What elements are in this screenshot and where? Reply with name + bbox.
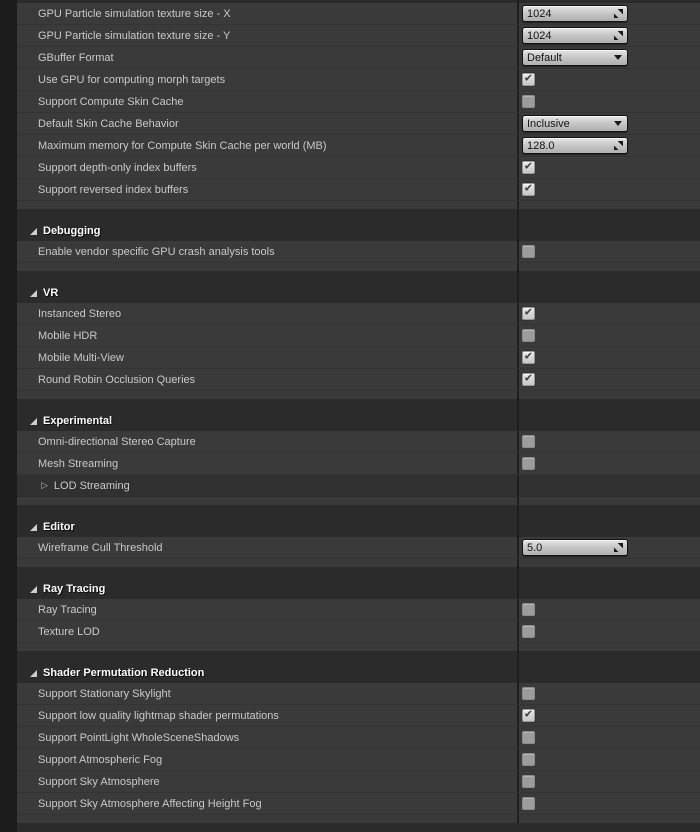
setting-label: Wireframe Cull Threshold [38,541,163,554]
setting-label: Default Skin Cache Behavior [38,117,179,130]
section-gap [17,271,700,283]
checkbox[interactable] [522,73,535,86]
setting-label: Support low quality lightmap shader permutations [38,709,279,722]
checkbox[interactable] [522,161,535,174]
setting-row [17,113,700,135]
setting-row [17,179,700,201]
checkbox[interactable] [522,307,535,320]
number-input[interactable] [522,5,628,22]
setting-label: Mesh Streaming [38,457,119,470]
triangle-expanded-icon [30,290,37,297]
settings-panel [17,0,700,832]
expander-row[interactable] [17,475,700,497]
checkbox[interactable] [522,329,535,342]
left-margin-strip [0,0,17,832]
setting-label: Use GPU for computing morph targets [38,73,226,86]
section-block-padding [17,201,700,209]
number-input-value: 1024 [527,29,552,42]
check-icon: ✔ [523,182,534,195]
setting-row [17,157,700,179]
check-icon: ✔ [523,72,534,85]
section-block-padding [17,643,700,651]
setting-label: GPU Particle simulation texture size - X [38,7,231,20]
triangle-expanded-icon [30,228,37,235]
section-gap [17,651,700,663]
section-header[interactable] [17,283,700,303]
setting-row [17,431,700,453]
setting-label: Ray Tracing [38,603,97,616]
checkbox[interactable] [522,435,535,448]
checkbox[interactable] [522,775,535,788]
number-input-value: 5.0 [527,541,543,554]
section-header[interactable] [17,517,700,537]
setting-label: Support reversed index buffers [38,183,189,196]
section-block-padding [17,559,700,567]
setting-row [17,3,700,25]
setting-row [17,705,700,727]
dropdown-select[interactable] [522,115,628,132]
setting-row [17,25,700,47]
setting-label: Enable vendor specific GPU crash analysis tools [38,245,275,258]
setting-row [17,325,700,347]
setting-row [17,727,700,749]
setting-label: Support Sky Atmosphere Affecting Height Fog [38,797,262,810]
section-header-label: Experimental [43,415,113,427]
setting-label: Support Sky Atmosphere [38,775,160,788]
checkbox[interactable] [522,95,535,108]
drag-spinner-icon[interactable] [614,9,623,18]
setting-label: Omni-directional Stereo Capture [38,435,196,448]
section-block-padding [17,391,700,399]
section-header[interactable] [17,579,700,599]
setting-row [17,347,700,369]
checkbox[interactable] [522,351,535,364]
section-gap [17,399,700,411]
checkbox[interactable] [522,625,535,638]
setting-label: Support Compute Skin Cache [38,95,184,108]
section-header-label: Editor [43,521,75,533]
setting-label: Support PointLight WholeSceneShadows [38,731,240,744]
number-input[interactable] [522,539,628,556]
check-icon: ✔ [523,350,534,363]
section-header-label: Debugging [43,225,101,237]
setting-label: Texture LOD [38,625,100,638]
check-icon: ✔ [523,306,534,319]
triangle-expanded-icon [30,418,37,425]
section-header[interactable] [17,411,700,431]
setting-label: Support Stationary Skylight [38,687,171,700]
setting-row [17,369,700,391]
drag-spinner-icon[interactable] [614,141,623,150]
section-block-padding [17,815,700,823]
setting-row [17,793,700,815]
number-input[interactable] [522,27,628,44]
checkbox[interactable] [522,245,535,258]
setting-row [17,621,700,643]
setting-label: Instanced Stereo [38,307,122,320]
setting-row [17,537,700,559]
setting-row [17,69,700,91]
section-header-label: VR [43,287,59,299]
section-header[interactable] [17,663,700,683]
number-input-value: 128.0 [527,139,555,152]
setting-row [17,683,700,705]
setting-label: Support Atmospheric Fog [38,753,163,766]
setting-row [17,241,700,263]
checkbox[interactable] [522,753,535,766]
setting-row [17,91,700,113]
setting-row [17,135,700,157]
check-icon: ✔ [523,160,534,173]
dropdown-selected-value: Default [527,51,562,64]
chevron-down-icon [614,55,622,60]
setting-label: Support depth-only index buffers [38,161,197,174]
number-input[interactable] [522,137,628,154]
setting-label: Mobile Multi-View [38,351,124,364]
section-block-padding [17,497,700,505]
dropdown-selected-value: Inclusive [527,117,570,130]
setting-row [17,303,700,325]
setting-label: Mobile HDR [38,329,98,342]
checkbox[interactable] [522,183,535,196]
section-header-label: Shader Permutation Reduction [43,667,205,679]
setting-label: Round Robin Occlusion Queries [38,373,196,386]
checkbox[interactable] [522,373,535,386]
setting-label: Maximum memory for Compute Skin Cache per world (MB) [38,139,327,152]
section-gap [17,209,700,221]
triangle-expanded-icon [30,670,37,677]
checkbox[interactable] [522,797,535,810]
setting-label: LOD Streaming [53,479,130,492]
check-icon: ✔ [523,708,534,721]
setting-row [17,749,700,771]
triangle-expanded-icon [30,586,37,593]
section-gap [17,567,700,579]
drag-spinner-icon[interactable] [614,31,623,40]
setting-row [17,771,700,793]
section-gap [17,505,700,517]
number-input-value: 1024 [527,7,552,20]
setting-row [17,453,700,475]
chevron-down-icon [614,121,622,126]
setting-label: GPU Particle simulation texture size - Y [38,29,231,42]
checkbox[interactable] [522,731,535,744]
setting-row [17,599,700,621]
dropdown-select[interactable] [522,49,628,66]
checkbox[interactable] [522,709,535,722]
section-header-label: Ray Tracing [43,583,106,595]
triangle-collapsed-icon: ▷ [41,480,48,490]
checkbox[interactable] [522,603,535,616]
section-block-padding [17,263,700,271]
checkbox[interactable] [522,687,535,700]
setting-row [17,47,700,69]
check-icon: ✔ [523,372,534,385]
setting-label: GBuffer Format [38,51,114,64]
drag-spinner-icon[interactable] [614,543,623,552]
triangle-expanded-icon [30,524,37,531]
checkbox[interactable] [522,457,535,470]
section-header[interactable] [17,221,700,241]
